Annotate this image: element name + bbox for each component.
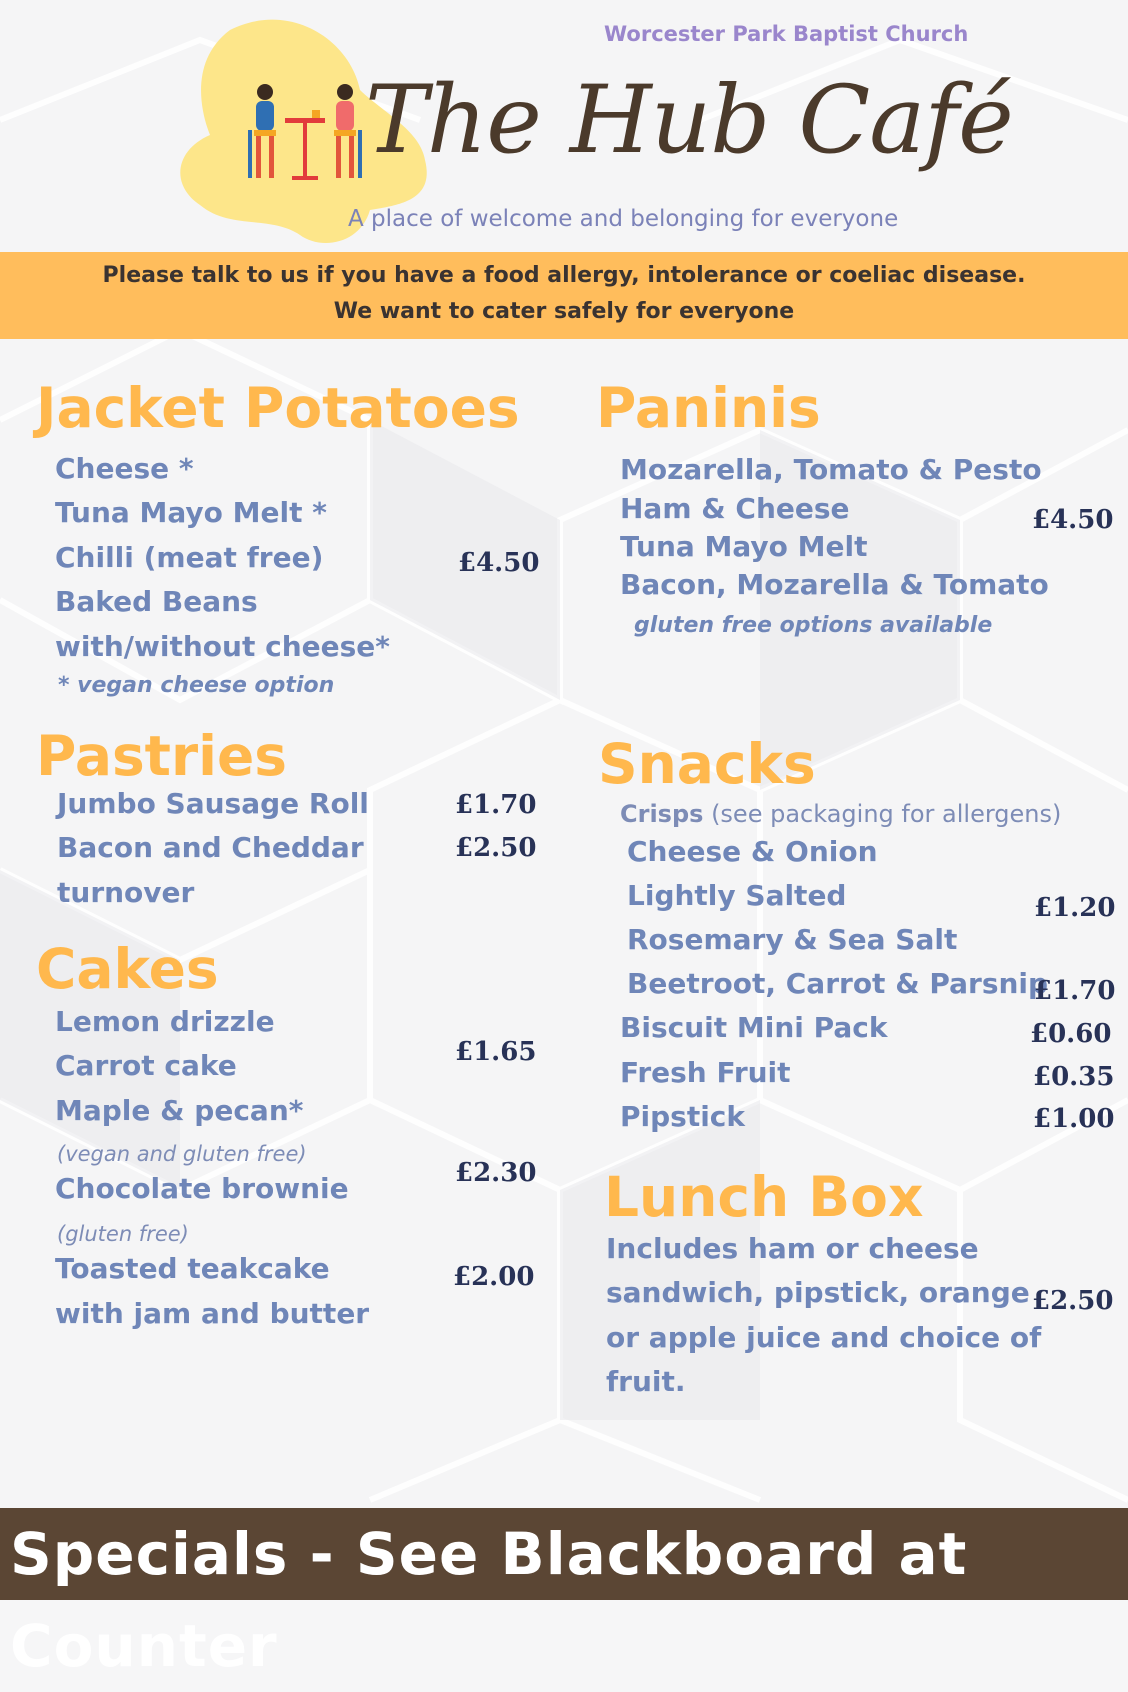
- menu-item: Mozarella, Tomato & Pesto: [620, 453, 1042, 486]
- section-heading-pastries: Pastries: [36, 724, 287, 788]
- menu-item: with/without cheese*: [55, 630, 390, 663]
- menu-item: Baked Beans: [55, 585, 258, 618]
- price: £1.65: [455, 1037, 537, 1067]
- price: £1.70: [455, 790, 537, 820]
- crisps-note: (see packaging for allergens): [703, 800, 1062, 828]
- section-heading-snacks: Snacks: [598, 732, 816, 796]
- price: £1.20: [1034, 893, 1116, 923]
- menu-note: (gluten free): [57, 1222, 189, 1246]
- menu-item: Lightly Salted: [627, 879, 847, 912]
- specials-banner: Specials - See Blackboard at Counter: [0, 1508, 1128, 1600]
- cafe-title: The Hub Café: [365, 66, 1013, 175]
- menu-item: Jumbo Sausage Roll: [57, 787, 369, 820]
- price: £0.60: [1030, 1019, 1112, 1049]
- section-heading-paninis: Paninis: [596, 376, 821, 440]
- church-name: Worcester Park Baptist Church: [604, 22, 969, 46]
- menu-note: gluten free options available: [634, 613, 993, 638]
- allergy-notice: [0, 252, 1128, 339]
- price: £2.00: [453, 1262, 535, 1292]
- menu-item: Tuna Mayo Melt *: [55, 496, 327, 529]
- menu-item: Chilli (meat free): [55, 541, 324, 574]
- menu-note: * vegan cheese option: [58, 673, 335, 698]
- tagline: A place of welcome and belonging for everyone: [348, 206, 899, 232]
- price: £4.50: [1032, 505, 1114, 535]
- section-heading-lunch-box: Lunch Box: [604, 1165, 924, 1229]
- menu-item: Fresh Fruit: [620, 1056, 791, 1089]
- menu-item: Toasted teakcake: [55, 1252, 330, 1285]
- section-heading-jacket-potatoes: Jacket Potatoes: [36, 376, 520, 440]
- menu-item: Beetroot, Carrot & Parsnip: [627, 967, 1049, 1000]
- crisps-label: [620, 800, 1061, 828]
- menu-item: fruit.: [606, 1365, 686, 1398]
- menu-item: Maple & pecan*: [55, 1094, 304, 1127]
- price: £2.30: [455, 1158, 537, 1188]
- menu-note: (vegan and gluten free): [57, 1142, 307, 1166]
- menu-item: Pipstick: [620, 1100, 746, 1133]
- menu-item: Carrot cake: [55, 1049, 237, 1082]
- price: £2.50: [1032, 1286, 1114, 1316]
- menu-item: Bacon and Cheddar: [57, 831, 364, 864]
- menu-item: sandwich, pipstick, orange: [606, 1276, 1030, 1309]
- menu-item: Rosemary & Sea Salt: [627, 923, 958, 956]
- section-heading-cakes: Cakes: [36, 937, 219, 1001]
- price: £1.00: [1033, 1104, 1115, 1134]
- allergy-line-1: Please talk to us if you have a food allergy, intolerance or coeliac disease.: [102, 263, 1026, 288]
- menu-item: Includes ham or cheese: [606, 1232, 979, 1265]
- menu-item: with jam and butter: [55, 1297, 370, 1330]
- price: £4.50: [458, 548, 540, 578]
- menu-item: Biscuit Mini Pack: [620, 1011, 888, 1044]
- menu-item: Tuna Mayo Melt: [620, 530, 868, 563]
- price: £2.50: [455, 833, 537, 863]
- allergy-line-2: We want to cater safely for everyone: [333, 299, 795, 324]
- menu-item: Ham & Cheese: [620, 492, 850, 525]
- menu-item: or apple juice and choice of: [606, 1321, 1042, 1354]
- crisps-title: Crisps: [620, 800, 704, 828]
- price: £0.35: [1033, 1062, 1115, 1092]
- menu-item: Lemon drizzle: [55, 1005, 275, 1038]
- menu-item: turnover: [57, 876, 195, 909]
- price: £1.70: [1034, 976, 1116, 1006]
- menu-item: Cheese *: [55, 452, 194, 485]
- menu-item: Cheese & Onion: [627, 835, 878, 868]
- menu-item: Chocolate brownie: [55, 1172, 349, 1205]
- menu-item: Bacon, Mozarella & Tomato: [620, 568, 1049, 601]
